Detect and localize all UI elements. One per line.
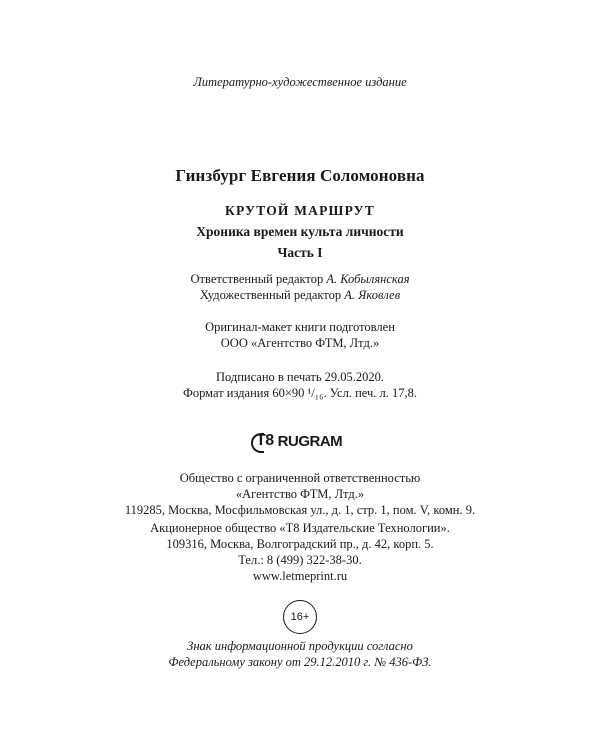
editors-block <box>0 271 600 303</box>
publisher-line1: Общество с ограниченной ответственностью <box>179 471 421 485</box>
publisher-address: 119285, Москва, Мосфильмовская ул., д. 1, стр. 1, пом. V, комн. 9. <box>124 503 476 517</box>
art-editor-line <box>0 287 600 303</box>
layout-credit-block <box>0 319 600 351</box>
art-editor-name: А. Яковлев <box>344 288 401 302</box>
layout-credit-line1: Оригинал-макет книги подготовлен <box>205 320 395 334</box>
logo-text: RUGRAM <box>277 432 343 450</box>
printer-website: www.letmeprint.ru <box>252 569 348 583</box>
responsible-editor-label: Ответственный редактор <box>190 272 324 286</box>
printer-address: 109316, Москва, Волгоградский пр., д. 42, корп. 5. <box>166 537 434 551</box>
print-info-block <box>0 369 600 401</box>
law-notice-line2: Федеральному закону от 29.12.2010 г. № 436-ФЗ. <box>168 655 432 669</box>
law-notice <box>0 638 600 670</box>
publisher-line2: «Агентство ФТМ, Лтд.» <box>235 487 365 501</box>
age-rating-badge: 16+ <box>283 600 317 634</box>
rugram-logo <box>255 430 342 452</box>
book-part: Часть I <box>277 245 323 260</box>
publisher-block <box>0 470 600 518</box>
printer-block <box>0 520 600 584</box>
layout-credit-line2: ООО «Агентство ФТМ, Лтд.» <box>220 336 380 350</box>
print-format: Формат издания 60×90 ¹/₁₆. Усл. печ. л. 17,8. <box>182 386 418 400</box>
book-subtitle: Хроника времен культа личности <box>196 224 404 239</box>
print-signed-date: Подписано в печать 29.05.2020. <box>215 370 385 384</box>
responsible-editor-name: А. Кобылянская <box>326 272 410 286</box>
printer-line1: Акционерное общество «Т8 Издательские Технологии». <box>150 521 450 535</box>
printer-phone: Тел.: 8 (499) 322-38-30. <box>238 553 362 567</box>
art-editor-label: Художественный редактор <box>199 288 342 302</box>
book-title: КРУТОЙ МАРШРУТ <box>225 203 375 218</box>
law-notice-line1: Знак информационной продукции согласно <box>187 639 413 653</box>
responsible-editor-line <box>0 271 600 287</box>
title-block <box>0 200 600 263</box>
edition-type: Литературно-художественное издание <box>193 75 407 89</box>
t8-logo-icon: T8 <box>256 432 274 449</box>
author-name: Гинзбург Евгения Соломоновна <box>175 166 425 185</box>
